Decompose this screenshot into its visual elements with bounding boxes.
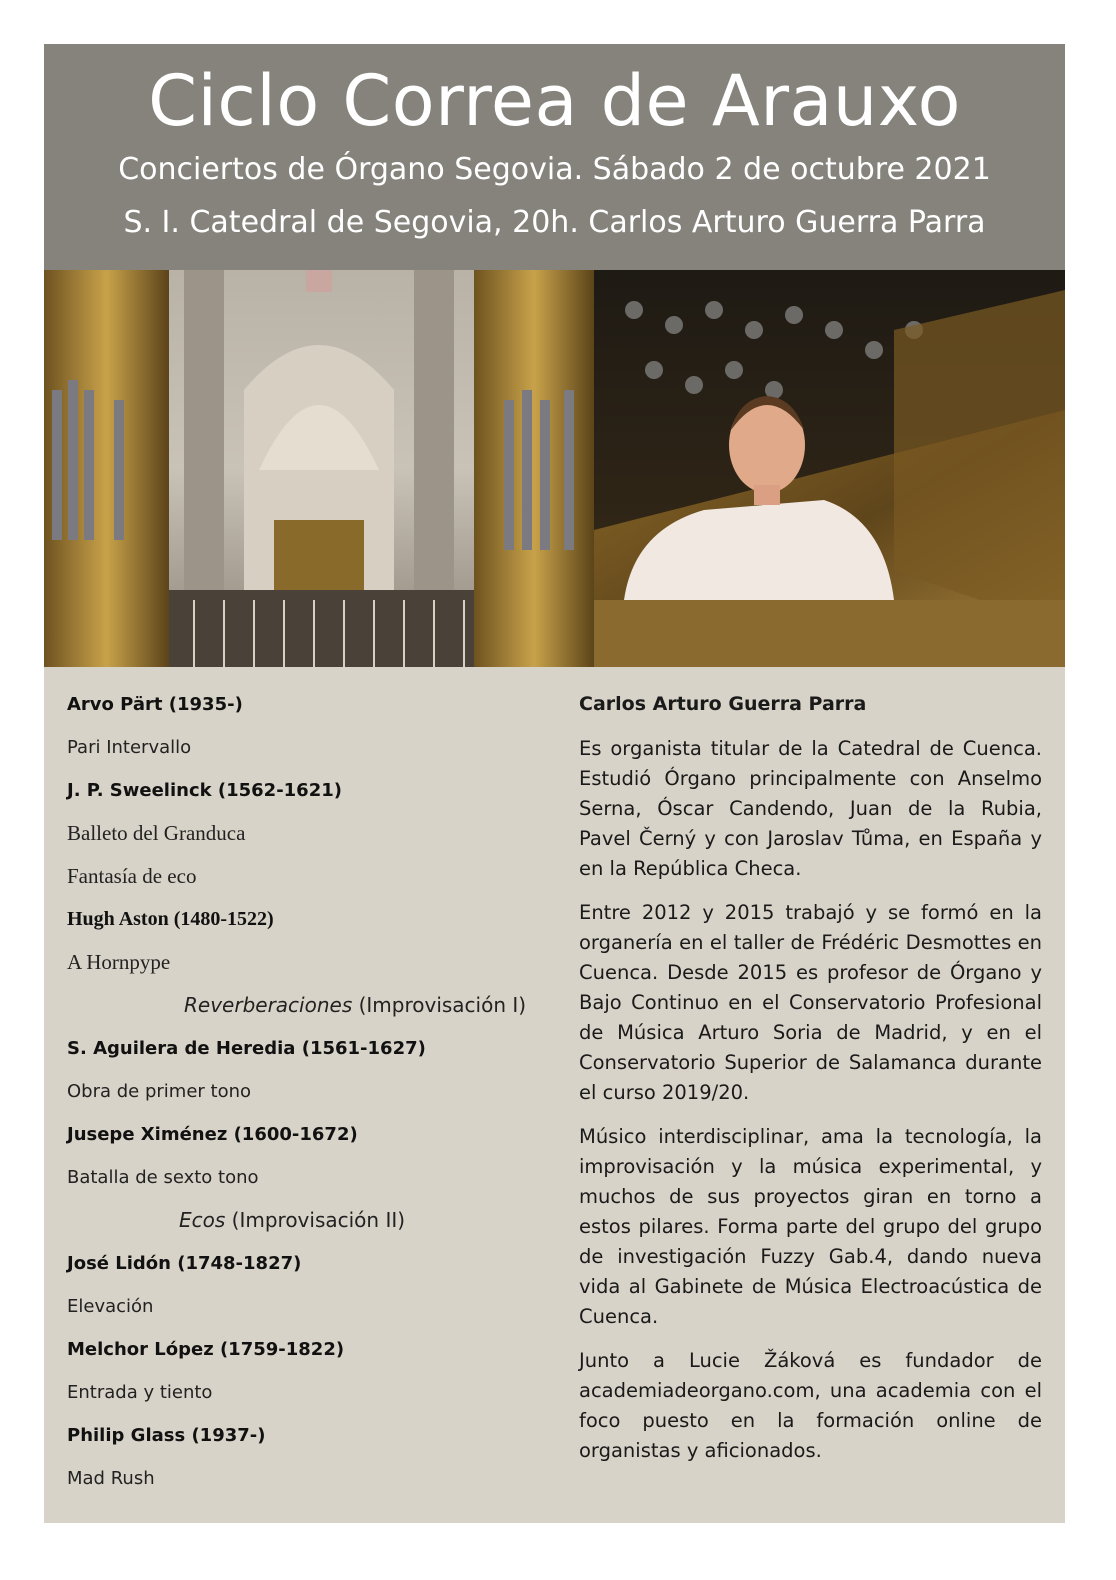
bio-paragraph: Junto a Lucie Žáková es fundador de academiadeorgano.com, una academia con el foco puesto en la formación online de organistas y aficionados. bbox=[579, 1349, 1042, 1462]
work-title: A Hornpype bbox=[67, 950, 171, 974]
work-title: Mad Rush bbox=[67, 1468, 155, 1489]
organist-portrait-photo bbox=[594, 270, 1065, 667]
work-title: Entrada y tiento bbox=[67, 1382, 213, 1403]
composer-heading: Arvo Pärt (1935-) bbox=[67, 694, 243, 715]
work-title: Obra de primer tono bbox=[67, 1081, 252, 1102]
composer-heading: S. Aguilera de Heredia (1561-1627) bbox=[67, 1038, 426, 1059]
composer-heading: Melchor López (1759-1822) bbox=[67, 1339, 345, 1360]
header-banner bbox=[44, 44, 1065, 270]
performer-name: Carlos Arturo Guerra Parra bbox=[579, 693, 867, 715]
improvisation-line bbox=[67, 1199, 537, 1242]
composer-heading: J. P. Sweelinck (1562-1621) bbox=[67, 780, 342, 801]
work-title: Fantasía de eco bbox=[67, 864, 197, 888]
work-title: Elevación bbox=[67, 1296, 154, 1317]
improvisation-label: (Improvisación I) bbox=[352, 993, 527, 1017]
improvisation-title: Reverberaciones bbox=[184, 993, 353, 1017]
event-date-line: Conciertos de Órgano Segovia. Sábado 2 de octubre 2021 bbox=[118, 152, 991, 187]
improvisation-line bbox=[67, 984, 537, 1027]
improvisation-label: (Improvisación II) bbox=[225, 1208, 406, 1232]
event-venue-line: S. I. Catedral de Segovia, 20h. Carlos Arturo Guerra Parra bbox=[123, 205, 986, 240]
work-title: Batalla de sexto tono bbox=[67, 1167, 259, 1188]
bio-paragraph: Entre 2012 y 2015 trabajó y se formó en la organería en el taller de Frédéric Desmottes en Cuenca. Desde 2015 es profesor de Órgano y Bajo Continuo en el Conservatorio Profesional de Música Arturo Soria de Madrid, y en el Conservatorio Superior de Salamanca durante el curso 2019/20. bbox=[579, 901, 1042, 1104]
work-title: Balleto del Granduca bbox=[67, 821, 246, 845]
composer-heading: Jusepe Ximénez (1600-1672) bbox=[67, 1124, 358, 1145]
concert-program bbox=[67, 683, 537, 1500]
content-panel bbox=[44, 667, 1065, 1523]
composer-heading: Hugh Aston (1480-1522) bbox=[67, 908, 274, 930]
composer-heading: Philip Glass (1937-) bbox=[67, 1425, 266, 1446]
cathedral-interior-photo bbox=[44, 270, 594, 667]
work-title: Pari Intervallo bbox=[67, 737, 192, 758]
performer-bio bbox=[579, 683, 1042, 1480]
photo-strip bbox=[44, 270, 1065, 667]
composer-heading: José Lidón (1748-1827) bbox=[67, 1253, 302, 1274]
page-title: Ciclo Correa de Arauxo bbox=[148, 60, 961, 142]
bio-paragraph: Músico interdisciplinar, ama la tecnología, la improvisación y la música experimental, y muchos de sus proyectos giran en torno a estos pilares. Forma parte del grupo del grupo de investigación Fuzzy Gab.4, dando nueva vida al Gabinete de Música Electroacústica de Cuenca. bbox=[579, 1125, 1042, 1328]
improvisation-title: Ecos bbox=[179, 1208, 226, 1232]
bio-paragraph: Es organista titular de la Catedral de Cuenca. Estudió Órgano principalmente con Anselmo Serna, Óscar Candendo, Juan de la Rubia, Pavel Černý y con Jaroslav Tůma, en España y en la República Checa. bbox=[579, 737, 1042, 880]
